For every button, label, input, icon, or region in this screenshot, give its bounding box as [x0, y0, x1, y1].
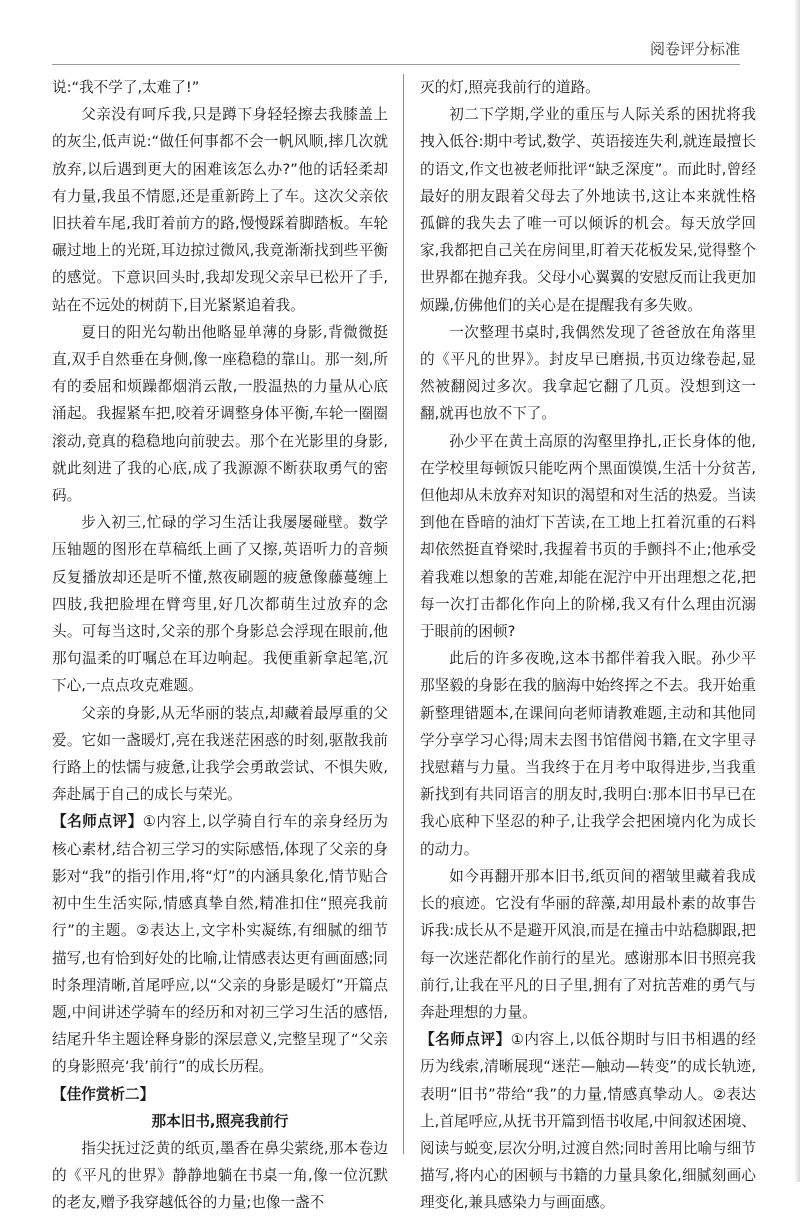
paragraph: 父亲的身影,从无华丽的装点,却藏着最厚重的父爱。它如一盏暖灯,亮在我迷茫困惑的时刻,驱散我前行路上的怯懦与疲惫,让我学会勇敢尝试、不惧失败,奔赴属于自己的成长与荣光。 [52, 704, 388, 804]
paragraph: 一次整理书桌时,我偶然发现了爸爸放在角落里的《平凡的世界》。封皮早已磨损,书页边缘卷起,显然被翻阅过多次。我拿起它翻了几页。没想到这一翻,就再也放不下了。 [420, 323, 756, 423]
right-column [420, 74, 756, 1212]
paragraph: 父亲没有呵斥我,只是蹲下身轻轻擦去我膝盖上的灰尘,低声说:“做任何事都不会一帆风顺,摔几次就放弃,以后遇到更大的困难该怎么办?”他的话轻柔却有力量,我虽不情愿,还是重新跨上了车。这次父亲依旧扶着车尾,我盯着前方的路,慢慢踩着脚踏板。车轮碾过地上的光斑,耳边掠过微风,我竟渐渐找到些平衡的感觉。下意识回头时,我却发现父亲早已松开了手,站在不远处的树荫下,目光紧紧追着我。 [52, 106, 388, 314]
header-rule [52, 64, 740, 65]
header-label: 阅卷评分标准 [649, 40, 740, 58]
comment-tag: 【名师点评】 [52, 813, 143, 831]
paragraph: 灭的灯,照亮我前行的道路。 [420, 79, 600, 96]
paragraph: 夏日的阳光勾勒出他略显单薄的身影,背微微挺直,双手自然垂在身侧,像一座稳稳的靠山。那一刻,所有的委屈和烦躁都烟消云散,一股温热的力量从心底涌起。我握紧车把,咬着牙调整身体平衡,车轮一圈圈滚动,竟真的稳稳地向前驶去。那个在光影里的身影,就此刻进了我的心底,成了我源源不断获取勇气的密码。 [52, 323, 388, 505]
column-divider [403, 74, 404, 1154]
page-header [52, 30, 740, 70]
teacher-comment [52, 808, 388, 1080]
comment-tag: 【名师点评】 [420, 1031, 511, 1049]
comment-text: ①内容上,以低谷期时与旧书相遇的经历为线索,清晰展现“迷茫—触动—转变”的成长轨迹,表明“旧书”带给“我”的力量,情感真挚动人。②表达上,首尾呼应,从抚书开篇到悟书收尾,中间叙述困境、阅读与蜕变,层次分明,过渡自然;同时善用比喻与细节描写,将内心的困顿与书籍的力量具象化,细腻刻画心理变化,兼具感染力与画面感。 [420, 1031, 756, 1212]
paragraph: 如今再翻开那本旧书,纸页间的褶皱里藏着我成长的痕迹。它没有华丽的辞藻,却用最朴素的故事告诉我:成长从不是避开风浪,而是在撞击中站稳脚跟,把每一次迷茫都化作前行的星光。感谢那本旧书照亮我前行,让我在平凡的日子里,拥有了对抗苦难的勇气与奔赴理想的力量。 [420, 867, 756, 1021]
left-column [52, 74, 388, 1212]
paragraph: 此后的许多夜晚,这本书都伴着我入眠。孙少平那坚毅的身影在我的脑海中始终挥之不去。我开始重新整理错题本,在课间向老师请教难题,主动和其他同学分享学习心得;周末去图书馆借阅书籍,在文字里寻找慰藉与力量。当我终于在月考中取得进步,当我重新找到有共同语言的朋友时,我明白:那本旧书早已在我心底种下坚忍的种子,让我学会把困境内化为成长的动力。 [420, 650, 756, 858]
page-edge-shadow [794, 0, 800, 1182]
paragraph: 步入初三,忙碌的学习生活让我屡屡碰壁。数学压轴题的图形在草稿纸上画了又擦,英语听力的音频反复播放却还是听不懂,熬夜刷题的疲惫像藤蔓缠上四肢,我把脸埋在臂弯里,好几次都萌生过放弃的念头。可每当这时,父亲的那个身影总会浮现在眼前,他那句温柔的叮嘱总在耳边响起。我便重新拿起笔,沉下心,一点点攻克难题。 [52, 514, 388, 695]
paragraph: 初二下学期,学业的重压与人际关系的困扰将我拽入低谷:期中考试,数学、英语接连失利,就连最擅长的语文,作文也被老师批评“缺乏深度”。而此时,曾经最好的朋友跟着父母去了外地读书,这让本来就性格孤僻的我失去了唯一可以倾诉的机会。每天放学回家,我都把自己关在房间里,盯着天花板发呆,觉得整个世界都在抛弃我。父母小心翼翼的安慰反而让我更加烦躁,仿佛他们的关心是在提醒我有多失败。 [420, 106, 756, 314]
essay-title: 那本旧书,照亮我前行 [151, 1112, 289, 1130]
section-heading: 【佳作赏析二】 [52, 1085, 155, 1103]
paragraph: 说:“我不学了,太难了!” [52, 79, 200, 96]
comment-text: ①内容上,以学骑自行车的亲身经历为核心素材,结合初三学习的实际感悟,体现了父亲的身影对“我”的指引作用,将“灯”的内涵具象化,情节贴合初中生生活实际,情感真挚自然,精准扣住“照亮我前行”的主题。②表达上,文字朴实凝练,有细腻的细节描写,也有恰到好处的比喻,让情感表达更有画面感;同时条理清晰,首尾呼应,以“父亲的身影是暖灯”开篇点题,中间讲述学骑车的经历和对初三学习生活的感悟,结尾升华主题诠释身影的深层意义,完整呈现了“父亲的身影照亮‘我’前行”的成长历程。 [52, 813, 388, 1076]
teacher-comment [420, 1026, 756, 1216]
paragraph: 孙少平在黄土高原的沟壑里挣扎,正长身体的他,在学校里每顿饭只能吃两个黑面馍馍,生活十分贫苦,但他却从未放弃对知识的渴望和对生活的热爱。当读到他在昏暗的油灯下苦读,在工地上扛着沉重的石料却依然挺直脊梁时,我握着书页的手颤抖不止;他承受着我难以想象的苦难,却能在泥泞中开出理想之花,把每一次打击都化作向上的阶梯,我又有什么理由沉溺于眼前的困顿? [420, 432, 756, 641]
paragraph: 指尖抚过泛黄的纸页,墨香在鼻尖萦绕,那本卷边的《平凡的世界》静静地躺在书桌一角,像一位沉默的老友,赠予我穿越低谷的力量;也像一盏不 [52, 1139, 388, 1212]
